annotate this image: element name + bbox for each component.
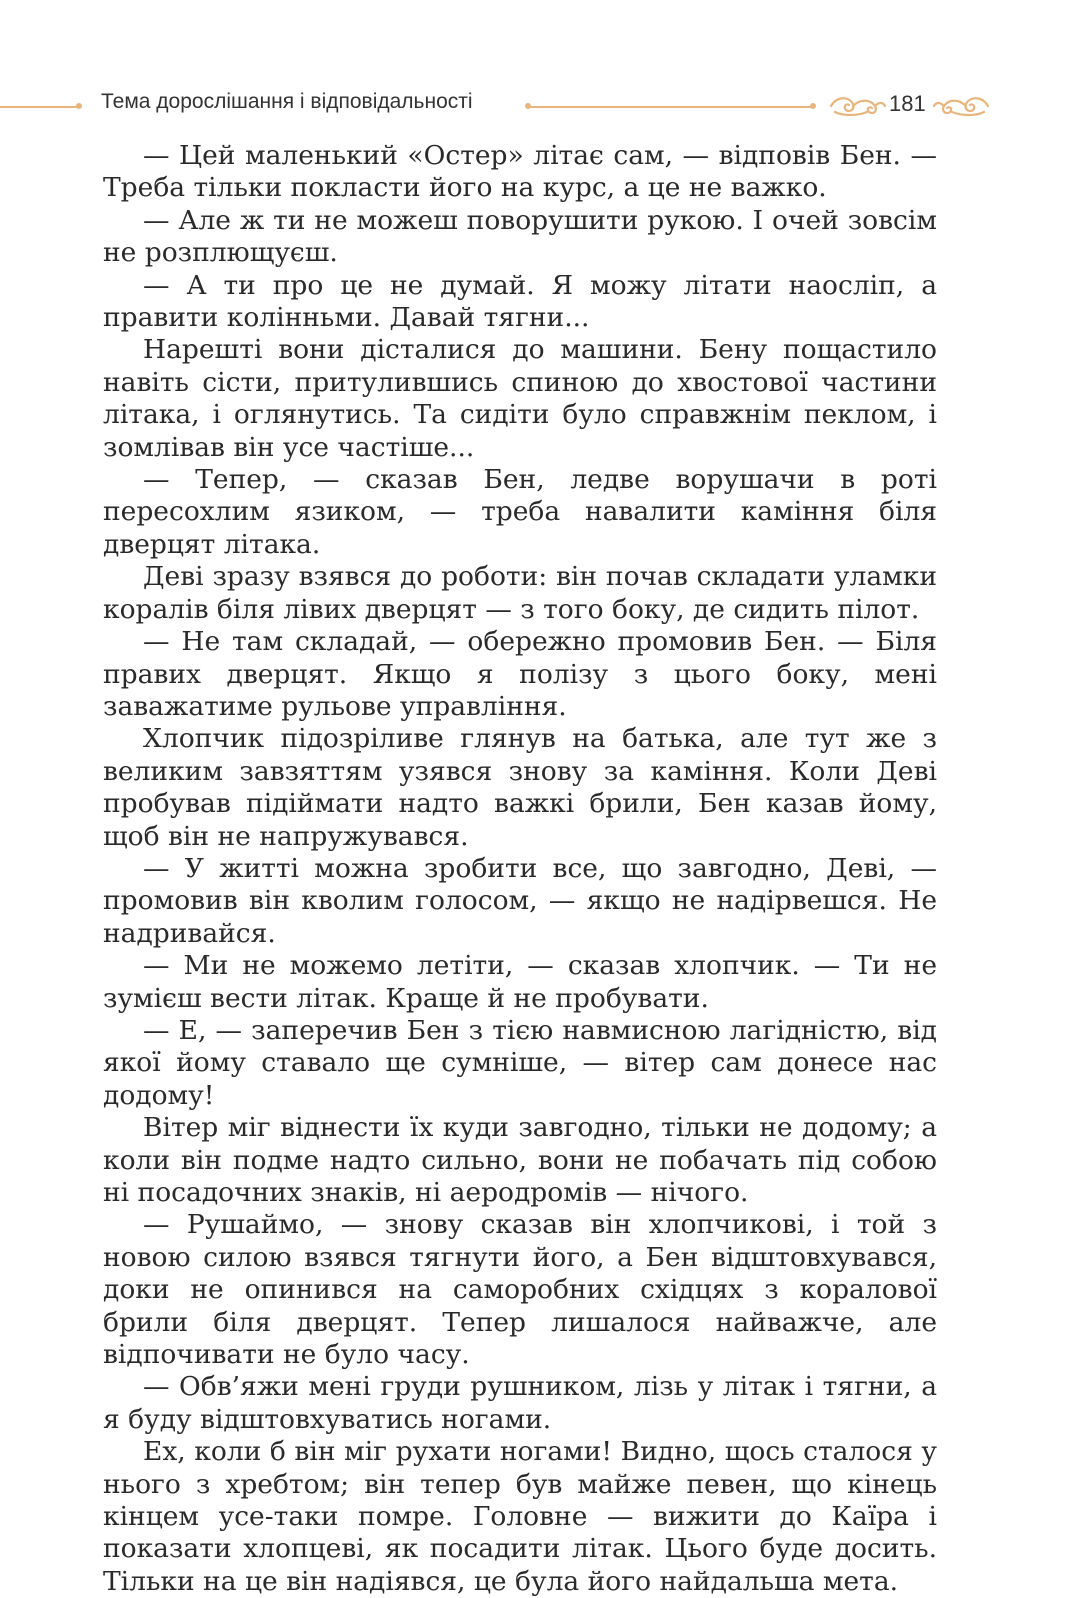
paragraph: — Цей маленький «Остер» літає сам, — відповів Бен. — Треба тільки покласти його на курс, а це не важко. [103,140,937,204]
paragraph: Хлопчик підозріливе глянув на батька, але тут же з великим завзяттям узявся знову за каміння. Коли Деві пробував підіймати надто важкі брили, Бен казав йому, щоб він не напружувався. [103,723,937,852]
scroll-ornament-right-icon [930,92,992,120]
page-header [0,80,1091,130]
paragraph: Вітер міг віднести їх куди завгодно, тільки не додому; а коли він подме надто сильно, вони не побачать під собою ні посадочних знаків, ні аеродромів — нічого. [103,1112,937,1208]
paragraph: Деві зразу взявся до роботи: він почав складати уламки коралів біля лівих дверцят — з того боку, де сидить пілот. [103,561,937,625]
scroll-ornament-left-icon [827,92,889,120]
paragraph: — А ти про це не думай. Я можу літати наосліп, а правити колінньми. Давай тягни... [103,269,937,334]
header-rule-left [0,106,78,108]
running-title: Тема дорослішання і відповідальності [101,90,473,113]
body-text [103,140,937,1598]
paragraph: — У житті можна зробити все, що завгодно, Деві, — промовив він кволим голосом, — якщо не надірвешся. Не надривайся. [103,852,937,949]
header-rule-dot [810,103,816,109]
paragraph: — Е, — заперечив Бен з тією навмисною лагідністю, від якої йому ставало ще сумніше, — вітер сам донесе нас додому! [103,1014,937,1111]
paragraph: Нарешті вони дісталися до машини. Бену пощастило навіть сісти, притулившись спиною до хвостової частини літака, і оглянутись. Та сидіти було справжнім пеклом, і зомлівав він усе частіше... [103,334,937,463]
paragraph: Ех, коли б він міг рухати ногами! Видно, щось сталося у нього з хребтом; він тепер був майже певен, що кінець кінцем усе-таки помре. Головне — вижити до Каїра і показати хлопцеві, як посадити літак. Цього буде досить. Тільки на це він надіявся, це була його найдальша мета. [103,1436,937,1597]
paragraph: — Ми не можемо летіти, — сказав хлопчик. — Ти не зумієш вести літак. Краще й не пробувати. [103,950,937,1014]
paragraph: — Не там складай, — обережно промовив Бен. — Біля правих дверцят. Якщо я полізу з цього боку, мені заважатиме рульове управління. [103,626,937,722]
paragraph: — Але ж ти не можеш поворушити рукою. І очей зовсім не розплющуєш. [103,204,937,269]
paragraph: — Рушаймо, — знову сказав він хлопчикові, і той з новою силою взявся тягнути його, а Бен відштовхувався, доки не опинився на саморобних східцях з коралової брили біля дверцят. Тепер лишалося найважче, але відпочивати не було часу. [103,1209,937,1371]
page-number: 181 [889,91,926,116]
paragraph: — Обв’яжи мені груди рушником, лізь у літак і тягни, а я буду відштовхуватись ногами. [103,1371,937,1435]
header-rule-middle [530,106,812,108]
header-rule-dot [76,103,82,109]
paragraph: — Тепер, — сказав Бен, ледве ворушачи в роті пересохлим язиком, — треба навалити каміння біля дверцят літака. [103,464,937,560]
